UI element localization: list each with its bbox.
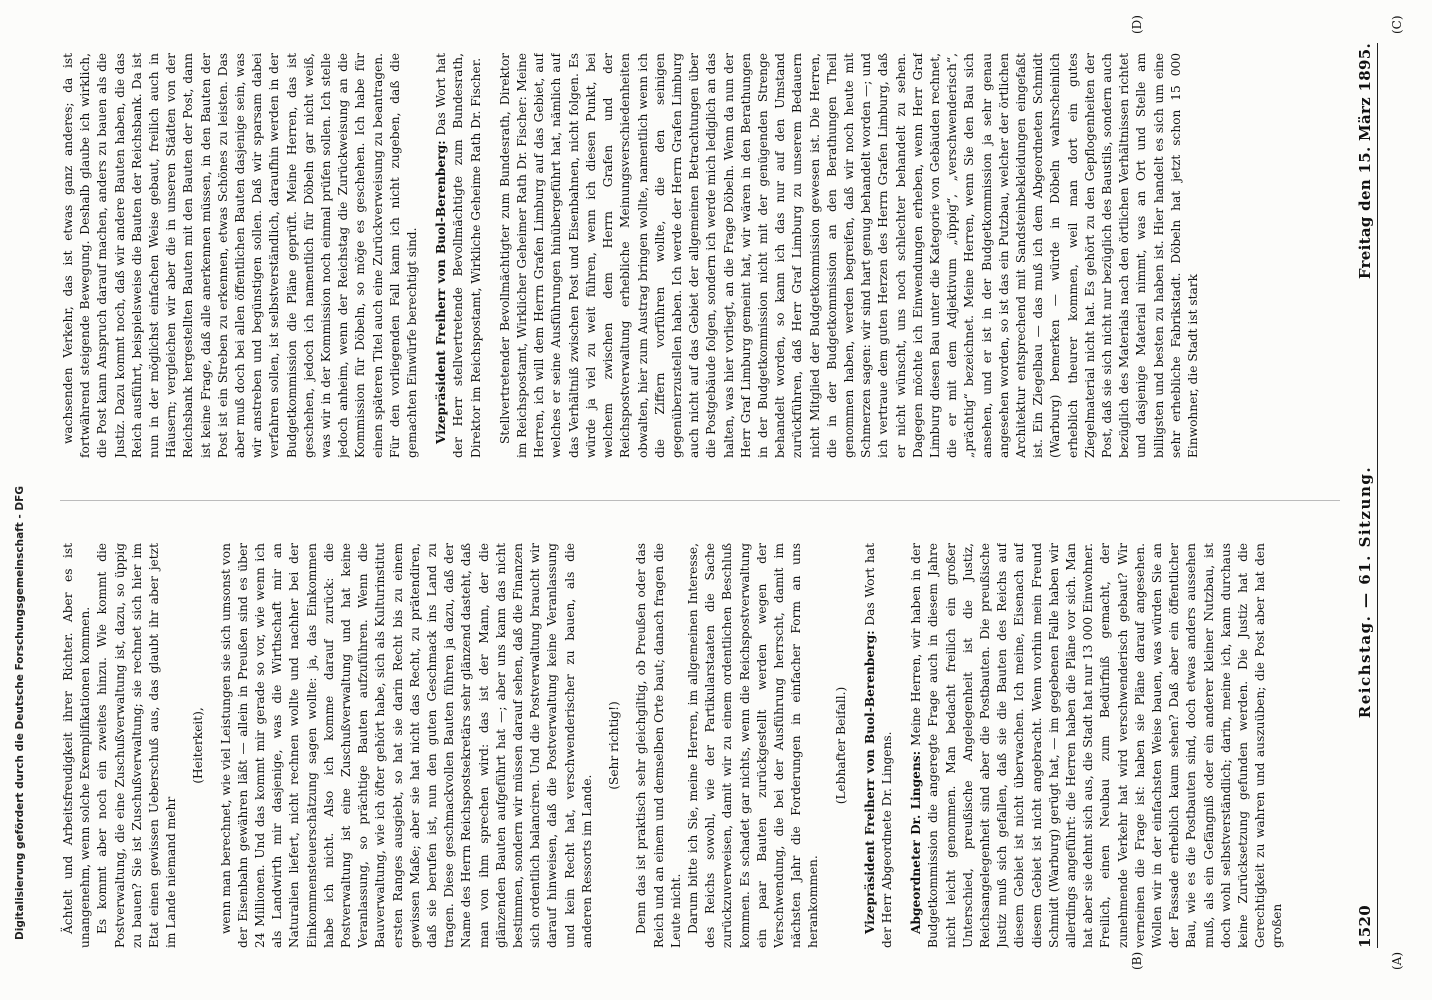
left-column xyxy=(60,543,1340,948)
right-column xyxy=(60,53,1340,458)
page-number: 1520 xyxy=(1356,905,1374,948)
paragraph: wachsenden Verkehr, das ist etwas ganz anderes; da ist fortwährend steigende Bewegung. Deshalb glaube ich wirklich, die Post kann Anspruch darauf machen, anders zu bauen als die Justiz. Dazu kommt noch, daß wir andere Bauten haben, die das Reich ausführt, beispielsweise die Bauten der Reichsbank. Da ist nun in der möglichst einfachen Weise gebaut, freilich auch in Häusern; vergleichen wir aber die in unseren Städten von der Reichsbank hergestellten Bauten mit den Bauten der Post, dann ist keine Frage, daß alle anerkennen müssen, in den Bauten der Post ist ein Streben zu erkennen, etwas Schönes zu leisten. Das aber muß doch bei allen öffentlichen Bauten dasjenige sein, was wir anstreben und begünstigen sollen. Daß wir sparsam dabei verfahren sollen, ist selbstverständlich, daraufhin werden in der Budgetkommission die Pläne geprüft. Meine Herren, das ist geschehen, jedoch ich namentlich für Döbeln gar nicht weiß, was wir in der Kommission noch einmal prüfen sollen. Ich stelle jedoch anheim, wenn der Reichstag die Zurückweisung an die Kommission für Döbeln, so möge es geschehen. Ich habe für einen späteren Titel auch eine Zurückverweisung zu beantragen. Für den vorliegenden Fall kann ich nicht zugeben, daß die gemachten Einwürfe berechtigt sind. xyxy=(61,53,420,458)
dfg-credit: Digitalisierung gefördert durch die Deutsche Forschungsgemeinschaft - DFG xyxy=(14,486,26,940)
speech-text: Das Wort hat der Herr Abgeordnete Dr. Lingens. xyxy=(862,543,894,948)
paragraph: Ächtelt und Arbeitsfreudigkeit ihrer Richter. Aber es ist unangenehm, wenn solche Exemplifikationen kommen. xyxy=(61,543,93,948)
speaker-name: Vizepräsident Freiherr von Buol-Berenberg: xyxy=(862,630,877,934)
credit-strip xyxy=(8,60,30,940)
interjection: (Sehr richtig!) xyxy=(607,701,622,790)
paragraph: Darum bitte ich Sie, meine Herren, im allgemeinen Interesse, des Reichs sowohl, wie der Partikularstaaten die Sache zurückzuverweisen, damit wir zu einem ordentlichen Beschluß kommen. Es schadet gar nichts, wenn die Reichspostverwaltung ein paar Bauten zurückgestellt werden wegen der Verschwendung, die bei der Ausführung herrscht, damit im nächsten Jahr die Forderungen in einfacher Form an uns herankommen. xyxy=(685,543,821,948)
speech-text: Meine Herren, ich will dem Herrn Grafen Limburg auf das Gebiet, auf welches er seine Ausführungen hinübergeführt hat, nämlich auf das Verhältniß zwischen Post und Eisenbahnen, nicht folgen. Es würde ja viel zu weit führen, wenn ich diesen Punkt, bei welchem zwischen dem Herrn Grafen und der Reichspostverwaltung erhebliche Meinungsverschiedenheiten obwalten, hier zum Austrag bringen wollte, namentlich wenn ich die Ziffern vorführen wollte, die den seinigen gegenüberzustellen haben. Ich werde der Herrn Grafen Limburg auch nicht auf das Gebiet der allgemeinen Betrachtungen über die Postgebäude folgen, sondern ich werde mich lediglich an das halten, was hier vorliegt, an die Frage Döbeln. Wenn da nun der Herr Graf Limburg gemeint hat, wir wären in den Berathungen in der Budgetkommission nicht mit der genügenden Strenge behandelt worden, so kann ich das nur auf den Umstand zurückführen, daß Herr Graf Limburg zu unserem Bedauern nicht Mitglied der Budgetkommission gewesen ist. Die Herren, die in der Budgetkommission an den Berathungen Theil genommen haben, werden begreifen, daß wir noch heute mit Schmerzen sagen: wir sind hart genug behandelt worden —; und ich vertraue dem guten Herzen des Herrn Grafen Limburg, daß er nicht wünscht, uns noch schlechter behandelt zu sehen. Dagegen möchte ich Einwendungen erheben, wenn Herr Graf Limburg diesen Bau unter die Kategorie von Gebäuden rechnet, die er mit dem Adjektivum „üppig“, „verschwenderisch“, „prächtig“ bezeichnet. Meine Herren, wenn Sie den Bau sich ansehen, und er ist in der Budgetkommission ja sehr genau angesehen worden, so ist das ein Putzbau, welcher der örtlichen Architektur entsprechend mit Sandsteinbekleidungen eingefaßt ist. Ein Ziegelbau — das muß ich dem Abgeordneten Schmidt (Warburg) bemerken — würde in Döbeln wahrscheinlich erheblich theurer kommen, weil man dort ein gutes Ziegelmaterial nicht hat. Es gehört zu den Gepflogenheiten der Post, daß sie sich nicht nur bezüglich des Baustils, sondern auch bezüglich des Materials nach den örtlichen Verhältnissen richtet und dasjenige Material nimmt, was an Ort und Stelle am billigsten und besten zu haben ist. Hier handelt es sich um eine sehr erhebliche Fabrikstadt. Döbeln hat jetzt schon 15 000 Einwohner, die Stadt ist stark xyxy=(515,53,1200,458)
speech-text: Das Wort hat der Herr stellvertretende Bevollmächtigte zum Bundesrath, Direktor im Reichspostamt, Wirkliche Geheime Rath Dr. Fischer. xyxy=(434,53,483,458)
speech-paragraph xyxy=(433,53,485,458)
paragraph: Es kommt aber noch ein zweites hinzu. Wie kommt die Postverwaltung, die eine Zuschußverwaltung ist, dazu, so üppig zu bauen? Sie ist Zuschußverwaltung; sie rechnet sich hier im Etat einen gewissen Ueberschuß aus, das glaubt ihr aber jetzt im Lande niemand mehr xyxy=(95,543,179,948)
header-date: Freitag den 15. März 1895. xyxy=(1356,43,1374,280)
speaker-name: Abgeordneter Dr. Lingens: xyxy=(909,750,924,934)
margin-mark-d: (D) xyxy=(1130,15,1144,34)
speech-paragraph xyxy=(908,543,1286,948)
speaker-name: Vizepräsident Freiherr von Buol-Berenberg: xyxy=(434,140,449,444)
paragraph: wenn man berechnet, wie viel Leistungen sie sich umsonst von der Eisenbahn gewähren läßt — allein in Preußen sind es über 24 Millionen. Und das kommt mir gerade so vor, wie wenn ich als Landwirth mir dasjenige, was die Wirthschaft mir an Naturalien liefert, nicht rechnen wollte und nachher bei der Einkommensteuerschätzung sagen wollte: ja, das Einkommen habe ich nicht. Also ich komme darauf zurück: die Postverwaltung ist eine Zuschußverwaltung und hat keine Veranlassung, so prächtige Bauten aufzuführen. Wenn die Bauverwaltung, wie ich öfter gehört habe, sich als Kulturinstitut ersten Ranges ausgiebt, so hat sie darin Recht bis zu einem gewissen Maße; aber sie hat nicht das Recht, zu prätendiren, daß sie berufen ist, nun den guten Geschmack ins Land zu tragen. Diese geschmackvollen Bauten führen ja dazu, daß der Name des Herrn Reichspostsekretärs sehr glänzend dasteht, daß man von ihm sprechen wird: das ist der Mann, der die glänzenden Bauten aufgeführt hat —; aber uns kann das nicht bestimmen, sondern wir müssen darauf sehen, daß die Finanzen sich ordentlich balanciren. Und die Postverwaltung braucht wir darauf hinweisen, daß die Postverwaltung keine Veranlassung und kein Recht hat, verschwenderischer zu bauen, als die anderen Ressorts im Lande. xyxy=(218,543,594,948)
speech-text: Meine Herren, wir haben in der Budgetkommission die angeregte Frage auch in diesem Jahre nicht leicht genommen. Man bedacht freilich ein großer Unterschied, preußische Angelegenheit ist die Justiz, Reichsangelegenheit sind aber die Postbauten. Die preußische Justiz muß sich gefallen, daß sie die Bauten des Reichs auf diesem Gebiet ist nicht überwachen. Ich meine, Eisenach auf diesem Gebiet ist nicht angebracht. Wenn vorhin mein Freund Schmidt (Warburg) gerügt hat, — im gegebenen Falle haben wir allerdings angeführt: die Herren haben die Pläne vor sich. Man hat aber sie dehnt sich aus, die Stadt hat nur 13 000 Einwohner. Freilich, einen Neubau zum Bedürfniß gemacht, der zunehmende Verkehr hat wird verschwenderisch gebaut? Wir verneinen die Frage ist: haben sie Pläne darauf angesehen. Wollen wir in der einfachsten Weise bauen, was würden Sie an der Fassade erheblich kaum sehen? Daß aber ein öffentlicher Bau, wie es die Postbauten sind, doch etwas anders aussehen muß, als ein Gefängniß oder ein anderer kleiner Nutzbau, ist doch wohl selbstverständlich; darin, meine ich, kann durchaus keine Zurücksetzung gefunden werden. Die Justiz hat die Gerechtigkeit zu wahren und auszuüben; die Post aber hat den großen xyxy=(909,543,1285,948)
speech-paragraph xyxy=(497,53,1202,458)
margin-mark-b: (B) xyxy=(1130,951,1144,970)
paragraph: Denn das ist praktisch sehr gleichgiltig, ob Preußen oder das Reich und an einem und demselben Orte baut; danach fragen die Leute nicht. xyxy=(634,543,683,948)
margin-mark-c: (C) xyxy=(1390,15,1404,34)
interjection: (Lebhafter Beifall.) xyxy=(833,686,848,805)
page-header xyxy=(1346,43,1374,948)
speaker-name: Stellvertretender Bevollmächtigter zum Bundesrath, Direktor im Reichspostamt, Wirklicher Geheimer Rath Dr. Fischer: xyxy=(497,53,530,458)
interjection: (Heiterkeit), xyxy=(191,707,206,784)
header-rule xyxy=(1377,43,1378,948)
column-divider xyxy=(60,500,1340,501)
header-title: Reichstag. — 61. Sitzung. xyxy=(1356,465,1374,719)
speech-paragraph xyxy=(862,543,896,948)
margin-mark-a: (A) xyxy=(1390,951,1404,970)
